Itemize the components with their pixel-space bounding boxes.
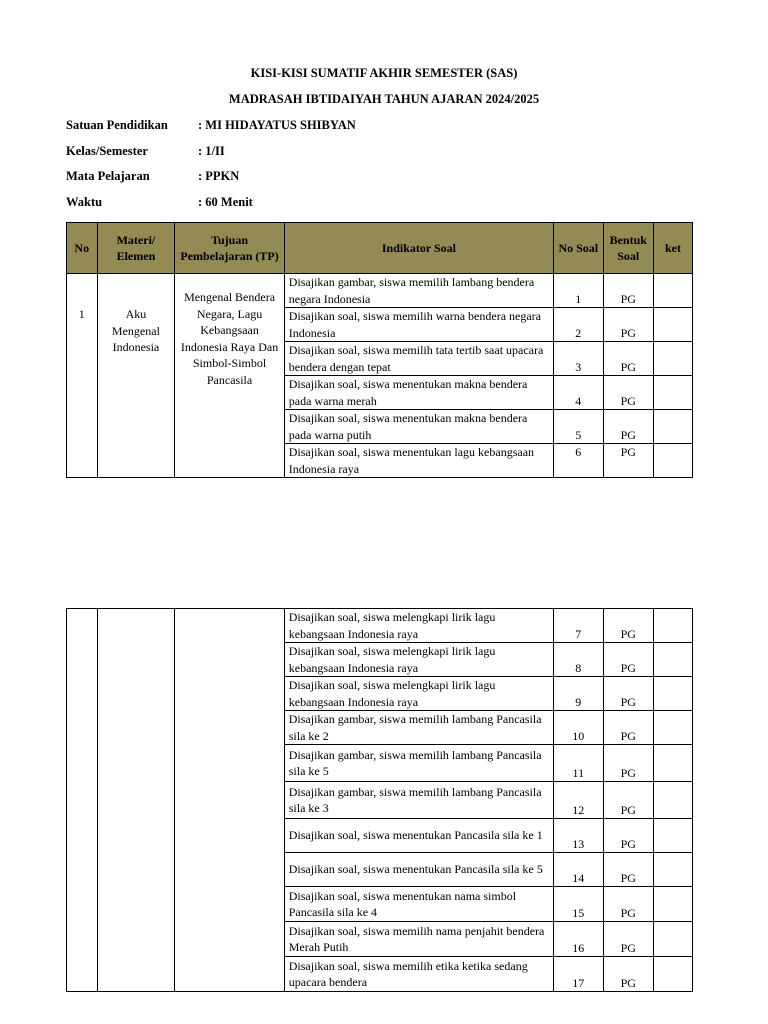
no-soal: 4: [554, 376, 603, 410]
header-ket: ket: [654, 223, 693, 274]
info-label: Mata Pelajaran: [66, 169, 150, 183]
materi-elemen-empty: [97, 609, 175, 992]
ket-cell: [654, 609, 693, 643]
no-soal: 12: [554, 782, 603, 819]
ket-cell: [654, 274, 693, 308]
info-value: : 60 Menit: [198, 195, 253, 209]
indikator-soal: Disajikan soal, siswa melengkapi lirik lagu kebangsaan Indonesia raya: [284, 643, 553, 677]
tujuan-pembelajaran: Mengenal Bendera Negara, Lagu Kebangsaan Indonesia Raya Dan Simbol-Simbol Pancasila: [175, 274, 284, 478]
no-soal: 10: [554, 711, 603, 745]
no-soal: 2: [554, 308, 603, 342]
bentuk-soal: PG: [603, 745, 654, 782]
ket-cell: [654, 887, 693, 922]
row-no: 1: [67, 274, 98, 478]
no-soal: 3: [554, 342, 603, 376]
tujuan-pembelajaran-empty: [175, 609, 284, 992]
no-soal: 13: [554, 819, 603, 853]
ket-cell: [654, 643, 693, 677]
no-soal: 7: [554, 609, 603, 643]
indikator-soal: Disajikan soal, siswa menentukan lagu kebangsaan Indonesia raya: [284, 444, 553, 478]
row-no-empty: [67, 609, 98, 992]
no-soal: 8: [554, 643, 603, 677]
indikator-soal: Disajikan soal, siswa menentukan Pancasila sila ke 1: [284, 819, 553, 853]
header-tujuan: Tujuan Pembelajaran (TP): [175, 223, 284, 274]
bentuk-soal: PG: [603, 782, 654, 819]
header-bentuk-soal: Bentuk Soal: [603, 223, 654, 274]
ket-cell: [654, 677, 693, 711]
indikator-soal: Disajikan soal, siswa memilih warna bendera negara Indonesia: [284, 308, 553, 342]
info-label: Waktu: [66, 195, 103, 209]
indikator-soal: Disajikan gambar, siswa memilih lambang Pancasila sila ke 2: [284, 711, 553, 745]
indikator-soal: Disajikan soal, siswa menentukan Pancasila sila ke 5: [284, 853, 553, 887]
document-title: KISI-KISI SUMATIF AKHIR SEMESTER (SAS): [250, 66, 518, 80]
bentuk-soal: PG: [603, 274, 654, 308]
ket-cell: [654, 410, 693, 444]
no-soal: 1: [554, 274, 603, 308]
indikator-soal: Disajikan soal, siswa memilih tata tertib saat upacara bendera dengan tepat: [284, 342, 553, 376]
table-row: [67, 274, 693, 308]
table-row: [67, 609, 693, 643]
header-indikator: Indikator Soal: [284, 223, 553, 274]
indikator-soal: Disajikan soal, siswa menentukan nama simbol Pancasila sila ke 4: [284, 887, 553, 922]
materi-elemen: Aku Mengenal Indonesia: [97, 274, 175, 478]
no-soal: 5: [554, 410, 603, 444]
indikator-soal: Disajikan gambar, siswa memilih lambang Pancasila sila ke 5: [284, 745, 553, 782]
bentuk-soal: PG: [603, 342, 654, 376]
bentuk-soal: PG: [603, 308, 654, 342]
indikator-soal: Disajikan soal, siswa menentukan makna bendera pada warna merah: [284, 376, 553, 410]
info-label: Satuan Pendidikan: [66, 118, 168, 132]
ket-cell: [654, 819, 693, 853]
header-no-soal: No Soal: [554, 223, 603, 274]
no-soal: 16: [554, 922, 603, 957]
bentuk-soal: PG: [603, 410, 654, 444]
kisi-kisi-table: [66, 222, 693, 478]
no-soal: 9: [554, 677, 603, 711]
indikator-soal: Disajikan gambar, siswa memilih lambang Pancasila sila ke 3: [284, 782, 553, 819]
table-header-row: [67, 223, 693, 274]
bentuk-soal: PG: [603, 922, 654, 957]
ket-cell: [654, 745, 693, 782]
bentuk-soal: PG: [603, 609, 654, 643]
indikator-soal: Disajikan soal, siswa memilih etika ketika sedang upacara bendera: [284, 957, 553, 992]
no-soal: 6: [554, 444, 603, 478]
no-soal: 14: [554, 853, 603, 887]
ket-cell: [654, 782, 693, 819]
info-value: : 1/II: [198, 144, 225, 158]
indikator-soal: Disajikan soal, siswa melengkapi lirik lagu kebangsaan Indonesia raya: [284, 677, 553, 711]
indikator-soal: Disajikan soal, siswa melengkapi lirik lagu kebangsaan Indonesia raya: [284, 609, 553, 643]
bentuk-soal: PG: [603, 444, 654, 478]
bentuk-soal: PG: [603, 711, 654, 745]
bentuk-soal: PG: [603, 376, 654, 410]
indikator-soal: Disajikan gambar, siswa memilih lambang bendera negara Indonesia: [284, 274, 553, 308]
header-no: No: [67, 223, 98, 274]
ket-cell: [654, 376, 693, 410]
bentuk-soal: PG: [603, 957, 654, 992]
indikator-soal: Disajikan soal, siswa menentukan makna bendera pada warna putih: [284, 410, 553, 444]
no-soal: 15: [554, 887, 603, 922]
kisi-kisi-table-continued: [66, 608, 693, 992]
bentuk-soal: PG: [603, 819, 654, 853]
ket-cell: [654, 711, 693, 745]
no-soal: 11: [554, 745, 603, 782]
ket-cell: [654, 342, 693, 376]
ket-cell: [654, 957, 693, 992]
document-subtitle: MADRASAH IBTIDAIYAH TAHUN AJARAN 2024/2025: [228, 92, 540, 106]
ket-cell: [654, 853, 693, 887]
indikator-soal: Disajikan soal, siswa memilih nama penjahit bendera Merah Putih: [284, 922, 553, 957]
info-value: : MI HIDAYATUS SHIBYAN: [198, 118, 356, 132]
info-value: : PPKN: [198, 169, 240, 183]
header-materi: Materi/ Elemen: [97, 223, 175, 274]
bentuk-soal: PG: [603, 677, 654, 711]
bentuk-soal: PG: [603, 853, 654, 887]
bentuk-soal: PG: [603, 643, 654, 677]
bentuk-soal: PG: [603, 887, 654, 922]
ket-cell: [654, 922, 693, 957]
ket-cell: [654, 444, 693, 478]
info-label: Kelas/Semester: [66, 144, 148, 158]
ket-cell: [654, 308, 693, 342]
no-soal: 17: [554, 957, 603, 992]
